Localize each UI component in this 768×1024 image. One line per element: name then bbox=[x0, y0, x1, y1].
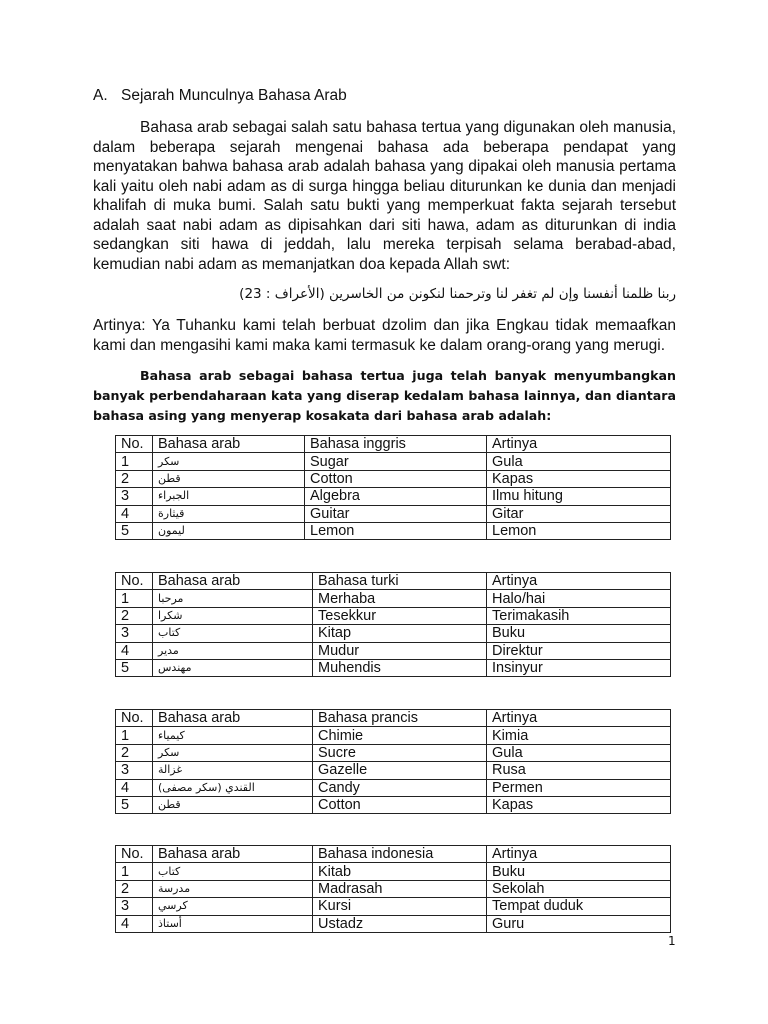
table-row bbox=[116, 762, 671, 779]
foreign-word: Candy bbox=[313, 779, 487, 796]
arabic-word: كرسي bbox=[153, 898, 313, 915]
foreign-word: Kursi bbox=[313, 898, 487, 915]
section-number: A. bbox=[93, 87, 108, 104]
row-number: 5 bbox=[116, 659, 153, 676]
french-loanword-table bbox=[115, 709, 671, 814]
row-number: 5 bbox=[116, 522, 153, 539]
header-cell: Bahasa arab bbox=[153, 846, 313, 863]
row-number: 2 bbox=[116, 744, 153, 761]
arabic-word: مدرسة bbox=[153, 880, 313, 897]
foreign-word: Cotton bbox=[305, 470, 487, 487]
table-row bbox=[116, 522, 671, 539]
turkish-loanword-table bbox=[115, 572, 671, 677]
row-number: 5 bbox=[116, 796, 153, 813]
table-row bbox=[116, 880, 671, 897]
foreign-word: Ustadz bbox=[313, 915, 487, 932]
row-number: 4 bbox=[116, 915, 153, 932]
arabic-word: ليمون bbox=[153, 522, 305, 539]
foreign-word: Sucre bbox=[313, 744, 487, 761]
meaning: Permen bbox=[487, 779, 671, 796]
meaning: Direktur bbox=[487, 642, 671, 659]
foreign-word: Madrasah bbox=[313, 880, 487, 897]
row-number: 4 bbox=[116, 779, 153, 796]
page-number: 1 bbox=[668, 934, 676, 948]
meaning: Buku bbox=[487, 863, 671, 880]
header-cell: Artinya bbox=[487, 710, 671, 727]
foreign-word: Sugar bbox=[305, 453, 487, 470]
table-row bbox=[116, 796, 671, 813]
english-loanword-table bbox=[115, 435, 671, 540]
header-cell: Bahasa arab bbox=[153, 710, 313, 727]
row-number: 3 bbox=[116, 762, 153, 779]
arabic-word: غزالة bbox=[153, 762, 313, 779]
table-row bbox=[116, 863, 671, 880]
header-cell: No. bbox=[116, 573, 153, 590]
table-row bbox=[116, 779, 671, 796]
foreign-word: Tesekkur bbox=[313, 607, 487, 624]
arabic-word: مهندس bbox=[153, 659, 313, 676]
meaning: Gula bbox=[487, 744, 671, 761]
section-heading bbox=[93, 86, 347, 106]
row-number: 4 bbox=[116, 505, 153, 522]
meaning: Insinyur bbox=[487, 659, 671, 676]
table-header-row bbox=[116, 710, 671, 727]
row-number: 1 bbox=[116, 590, 153, 607]
table-row bbox=[116, 470, 671, 487]
table-row bbox=[116, 590, 671, 607]
arabic-word: قيثارة bbox=[153, 505, 305, 522]
meaning: Lemon bbox=[487, 522, 671, 539]
row-number: 1 bbox=[116, 453, 153, 470]
table-header-row bbox=[116, 573, 671, 590]
header-cell: Artinya bbox=[487, 846, 671, 863]
table-header-row bbox=[116, 436, 671, 453]
table-row bbox=[116, 915, 671, 932]
header-cell: No. bbox=[116, 436, 153, 453]
arabic-prayer: ربنا ظلمنا أنفسنا وإن لم تغفر لنا وترحمنا لنكونن من الخاسرين (الأعراف : 23) bbox=[239, 286, 676, 302]
meaning: Terimakasih bbox=[487, 607, 671, 624]
header-cell: No. bbox=[116, 846, 153, 863]
table-row bbox=[116, 727, 671, 744]
table-row bbox=[116, 607, 671, 624]
header-cell: Bahasa inggris bbox=[305, 436, 487, 453]
table-row bbox=[116, 642, 671, 659]
arabic-word: قطن bbox=[153, 470, 305, 487]
foreign-word: Algebra bbox=[305, 488, 487, 505]
arabic-word: القندي (سكر مصفى) bbox=[153, 779, 313, 796]
header-cell: Bahasa indonesia bbox=[313, 846, 487, 863]
arabic-word: كتاب bbox=[153, 625, 313, 642]
row-number: 2 bbox=[116, 470, 153, 487]
meaning: Buku bbox=[487, 625, 671, 642]
loanwords-intro-paragraph: Bahasa arab sebagai bahasa tertua juga telah banyak menyumbangkan banyak perbendaharaan kata yang diserap kedalam bahasa lainnya, dan diantara bahasa asing yang menyerap kosakata dari bahasa arab adalah: bbox=[93, 368, 676, 423]
foreign-word: Lemon bbox=[305, 522, 487, 539]
meaning: Guru bbox=[487, 915, 671, 932]
arabic-word: الجبراء bbox=[153, 488, 305, 505]
arabic-word: قطن bbox=[153, 796, 313, 813]
meaning: Kapas bbox=[487, 796, 671, 813]
arabic-word: كتاب bbox=[153, 863, 313, 880]
table-row bbox=[116, 488, 671, 505]
row-number: 3 bbox=[116, 898, 153, 915]
meaning: Rusa bbox=[487, 762, 671, 779]
row-number: 1 bbox=[116, 863, 153, 880]
header-cell: Bahasa turki bbox=[313, 573, 487, 590]
meaning: Ilmu hitung bbox=[487, 488, 671, 505]
row-number: 4 bbox=[116, 642, 153, 659]
table-row bbox=[116, 744, 671, 761]
arabic-word: مرحبا bbox=[153, 590, 313, 607]
translation-paragraph: Artinya: Ya Tuhanku kami telah berbuat dzolim dan jika Engkau tidak memaafkan kami dan mengasihi kami maka kami termasuk ke dalam orang-orang yang merugi. bbox=[93, 317, 676, 354]
row-number: 2 bbox=[116, 607, 153, 624]
header-cell: Bahasa arab bbox=[153, 436, 305, 453]
meaning: Kimia bbox=[487, 727, 671, 744]
foreign-word: Gazelle bbox=[313, 762, 487, 779]
meaning: Tempat duduk bbox=[487, 898, 671, 915]
table-row bbox=[116, 453, 671, 470]
table-row bbox=[116, 625, 671, 642]
indonesian-loanword-table bbox=[115, 845, 671, 933]
meaning: Halo/hai bbox=[487, 590, 671, 607]
arabic-word: سكر bbox=[153, 453, 305, 470]
row-number: 3 bbox=[116, 488, 153, 505]
arabic-word: كيمياء bbox=[153, 727, 313, 744]
meaning: Gula bbox=[487, 453, 671, 470]
header-cell: No. bbox=[116, 710, 153, 727]
table-header-row bbox=[116, 846, 671, 863]
table-row bbox=[116, 659, 671, 676]
table-row bbox=[116, 505, 671, 522]
arabic-word: شكرا bbox=[153, 607, 313, 624]
header-cell: Bahasa arab bbox=[153, 573, 313, 590]
arabic-word: سكر bbox=[153, 744, 313, 761]
arabic-word: مدير bbox=[153, 642, 313, 659]
foreign-word: Kitap bbox=[313, 625, 487, 642]
meaning: Gitar bbox=[487, 505, 671, 522]
table-row bbox=[116, 898, 671, 915]
row-number: 1 bbox=[116, 727, 153, 744]
foreign-word: Chimie bbox=[313, 727, 487, 744]
foreign-word: Muhendis bbox=[313, 659, 487, 676]
arabic-word: أستاذ bbox=[153, 915, 313, 932]
row-number: 3 bbox=[116, 625, 153, 642]
intro-paragraph: Bahasa arab sebagai salah satu bahasa tertua yang digunakan oleh manusia, dalam beberapa sejarah mengenai bahasa ada beberapa pendapat yang menyatakan bahwa bahasa arab adalah bahasa yang dipakai oleh manusia pertama kali yaitu oleh nabi adam as di surga hingga beliau diturunkan ke dunia dan menjadi khalifah di muka bumi. Salah satu bukti yang memperkuat fakta sejarah tersebut adalah saat nabi adam as dipisahkan dari siti hawa, adam as diturunkan di india sedangkan siti hawa di jeddah, lalu mereka terpisah selama berabad-abad, kemudian nabi adam as memanjatkan doa kepada Allah swt: bbox=[93, 119, 676, 273]
foreign-word: Mudur bbox=[313, 642, 487, 659]
section-title: Sejarah Munculnya Bahasa Arab bbox=[121, 87, 347, 104]
header-cell: Bahasa prancis bbox=[313, 710, 487, 727]
header-cell: Artinya bbox=[487, 573, 671, 590]
foreign-word: Guitar bbox=[305, 505, 487, 522]
header-cell: Artinya bbox=[487, 436, 671, 453]
row-number: 2 bbox=[116, 880, 153, 897]
meaning: Kapas bbox=[487, 470, 671, 487]
foreign-word: Kitab bbox=[313, 863, 487, 880]
foreign-word: Merhaba bbox=[313, 590, 487, 607]
meaning: Sekolah bbox=[487, 880, 671, 897]
foreign-word: Cotton bbox=[313, 796, 487, 813]
